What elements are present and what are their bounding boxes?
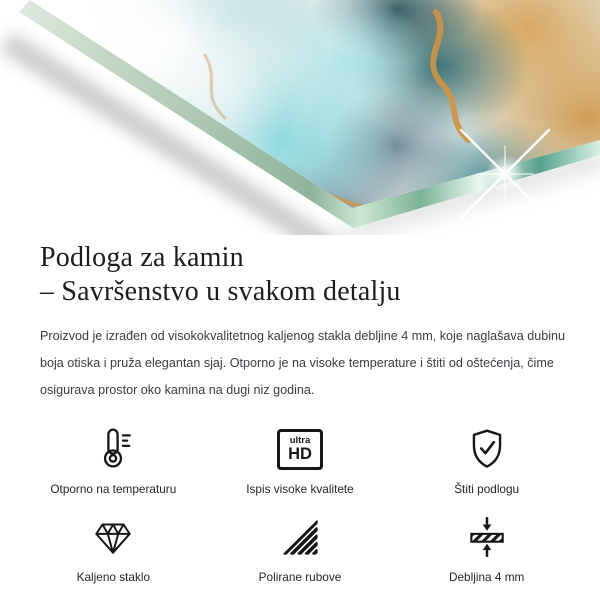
description-line: osigurava prostor oko kamina na dugi niz godina.: [40, 383, 315, 397]
feature-grid: [0, 425, 600, 584]
feature-label: Štiti podlogu: [454, 482, 520, 496]
feature-label: Ispis visoke kvalitete: [246, 482, 354, 496]
feature-item-thickness: [393, 513, 580, 584]
feature-item-print-quality: [207, 425, 394, 496]
product-text-section: [0, 241, 600, 404]
ultra-hd-text-bottom: HD: [288, 445, 312, 463]
ultra-hd-icon: [277, 425, 323, 473]
ultra-hd-text-top: ultra: [289, 434, 311, 446]
diamond-icon: [90, 513, 136, 561]
feature-label: Kaljeno staklo: [76, 570, 151, 584]
feature-label: Otporno na temperaturu: [50, 482, 177, 496]
sparkle-flare-icon: [443, 112, 567, 235]
feature-item-temperature: [20, 425, 207, 496]
polished-edges-icon: [277, 513, 323, 561]
description-line: boja otiska i pruža elegantan sjaj. Otporno je na visoke temperature i štiti od oštećenja, čime: [40, 356, 554, 370]
page-title-line2: – Savršenstvo u svakom detalju: [40, 276, 401, 307]
thermometer-icon: [90, 425, 136, 473]
feature-item-tempered-glass: [20, 513, 207, 584]
thickness-icon: [464, 513, 510, 561]
page-title-line1: Podloga za kamin: [40, 242, 244, 273]
feature-label: Debljina 4 mm: [448, 570, 525, 584]
shield-check-icon: [464, 425, 510, 473]
feature-label: Polirane rubove: [258, 570, 342, 584]
description-line: Proizvod je izrađen od visokokvalitetnog kaljenog stakla debljine 4 mm, koje naglašava dubinu: [40, 329, 566, 343]
page-title: [40, 241, 560, 309]
product-hero-image: [0, 0, 600, 235]
feature-item-protection: [393, 425, 580, 496]
product-description: [40, 323, 566, 404]
feature-item-polished-edges: [207, 513, 394, 584]
